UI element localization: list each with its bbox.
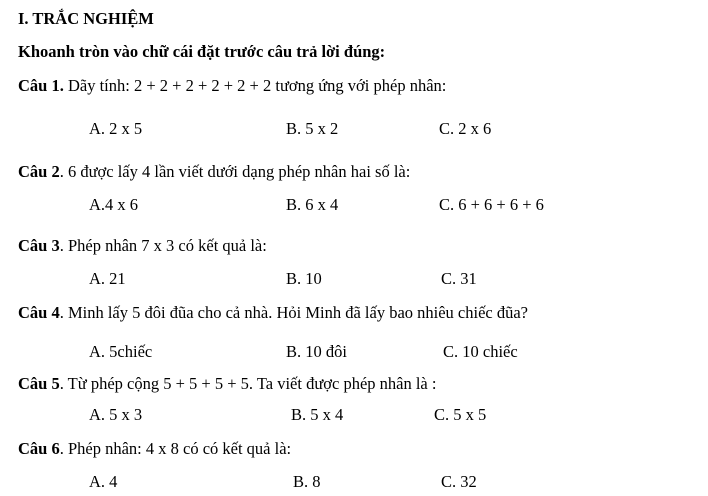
option-2a[interactable]: A.4 x 6 (89, 195, 139, 214)
option-1b[interactable]: B. 5 x 2 (286, 119, 339, 138)
question-label: Câu 6 (18, 439, 60, 458)
question-6 (18, 439, 291, 459)
question-label: Câu 1. (18, 76, 64, 95)
question-label: Câu 2 (18, 162, 60, 181)
option-1a[interactable]: A. 2 x 5 (89, 119, 143, 138)
instruction: Khoanh tròn vào chữ cái đặt trước câu trả lời đúng: (18, 42, 386, 61)
question-text: . Phép nhân: 4 x 8 có có kết quả là: (59, 439, 292, 458)
question-label: Câu 5 (18, 374, 60, 393)
question-5 (18, 374, 436, 394)
question-2 (18, 162, 410, 182)
question-label: Câu 4 (18, 303, 60, 322)
question-text: . Từ phép cộng 5 + 5 + 5 + 5. Ta viết được phép nhân là : (59, 374, 437, 393)
option-6b[interactable]: B. 8 (293, 472, 321, 491)
option-2c[interactable]: C. 6 + 6 + 6 + 6 (439, 195, 544, 214)
option-6a[interactable]: A. 4 (89, 472, 118, 491)
question-4 (18, 303, 528, 323)
option-3b[interactable]: B. 10 (286, 269, 322, 288)
option-5a[interactable]: A. 5 x 3 (89, 405, 143, 424)
question-text: . 6 được lấy 4 lần viết dưới dạng phép nhân hai số là: (59, 162, 411, 181)
question-text: . Minh lấy 5 đôi đũa cho cả nhà. Hỏi Minh đã lấy bao nhiêu chiếc đũa? (59, 303, 529, 322)
question-1 (18, 76, 446, 96)
option-2b[interactable]: B. 6 x 4 (286, 195, 339, 214)
option-5b[interactable]: B. 5 x 4 (291, 405, 344, 424)
option-3a[interactable]: A. 21 (89, 269, 126, 288)
section-title: I. TRẮC NGHIỆM (18, 9, 154, 28)
option-5c[interactable]: C. 5 x 5 (434, 405, 487, 424)
option-4b[interactable]: B. 10 đôi (286, 342, 347, 361)
question-label: Câu 3 (18, 236, 60, 255)
question-text: Dãy tính: 2 + 2 + 2 + 2 + 2 + 2 tương ứng với phép nhân: (63, 76, 447, 95)
option-4a[interactable]: A. 5chiếc (89, 342, 153, 361)
option-1c[interactable]: C. 2 x 6 (439, 119, 492, 138)
question-text: . Phép nhân 7 x 3 có kết quả là: (59, 236, 267, 255)
question-3 (18, 236, 267, 256)
option-3c[interactable]: C. 31 (441, 269, 477, 288)
option-6c[interactable]: C. 32 (441, 472, 477, 491)
option-4c[interactable]: C. 10 chiếc (443, 342, 518, 361)
